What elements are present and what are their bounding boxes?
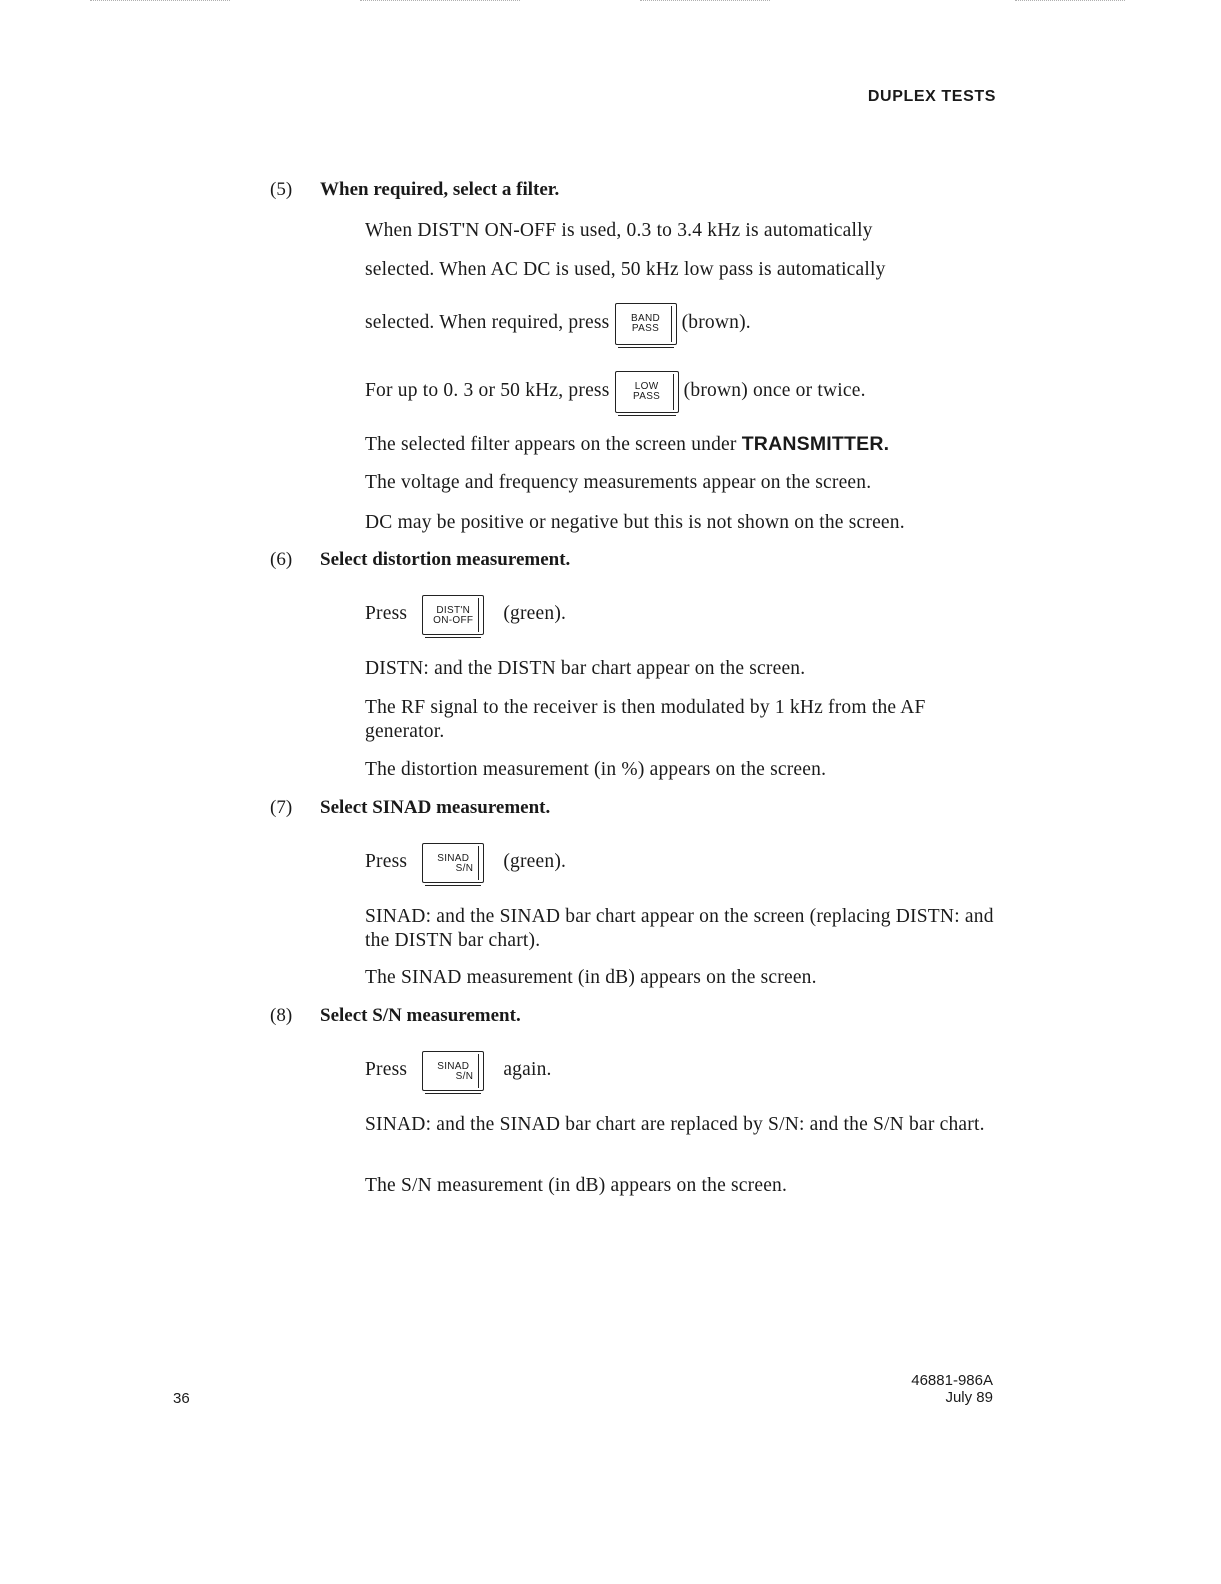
step-7-press-line: [365, 837, 995, 887]
step-8-text-2: The S/N measurement (in dB) appears on the screen.: [365, 1175, 788, 1196]
step-5-low-pass-text: For up to 0. 3 or 50 kHz, press: [365, 380, 610, 401]
step-6-title: Select distortion measurement.: [320, 549, 571, 570]
scan-artifact: [1015, 0, 1125, 5]
sinad-key-top-label: SINAD: [437, 852, 470, 864]
step-8-number: (8): [270, 1005, 293, 1026]
page-header: DUPLEX TESTS: [867, 88, 996, 105]
low-pass-key-bottom-label: PASS: [633, 390, 661, 402]
step-6-text-3: The distortion measurement (in %) appears on the screen.: [365, 759, 827, 780]
distn-key-bottom-label: ON-OFF: [433, 614, 474, 626]
step-5-filter-note-text: The selected filter appears on the screen under: [365, 434, 737, 455]
sinad-key-bottom-label: S/N: [455, 862, 474, 874]
step-8-press-line: [365, 1045, 995, 1095]
sinad-key-top-label: SINAD: [437, 1060, 470, 1072]
step-5-low-pass-text-end: (brown) once or twice.: [683, 380, 866, 401]
step-5-dc-note: DC may be positive or negative but this is not shown on the screen.: [365, 512, 905, 533]
band-pass-key-top-label: BAND: [631, 312, 660, 324]
step-6-text-2: The RF signal to the receiver is then modulated by 1 kHz from the AF generator.: [365, 697, 926, 742]
step-5-low-pass-line: [365, 366, 995, 416]
step-5-measurement-note: The voltage and frequency measurements appear on the screen.: [365, 472, 872, 493]
step-8-press-action: again.: [503, 1059, 552, 1080]
step-5-text-line3-end: (brown).: [681, 312, 751, 333]
page-number: 36: [173, 1390, 190, 1407]
step-6-press-color: (green).: [503, 603, 567, 624]
step-7-text-2: The SINAD measurement (in dB) appears on the screen.: [365, 967, 817, 988]
step-6-press-line: [365, 589, 995, 639]
sinad-sn-key[interactable]: [422, 843, 484, 883]
step-6-number: (6): [270, 549, 293, 570]
step-8-press-text: Press: [365, 1059, 408, 1080]
step-7-press-text: Press: [365, 851, 408, 872]
step-5-text-line3: selected. When required, press: [365, 312, 610, 333]
scan-artifact: [640, 0, 770, 5]
distn-on-off-key[interactable]: [422, 595, 484, 635]
step-6-text-1: DISTN: and the DISTN bar chart appear on the screen.: [365, 658, 806, 679]
step-8-title: Select S/N measurement.: [320, 1005, 521, 1026]
step-5-number: (5): [270, 179, 293, 200]
low-pass-key[interactable]: [615, 371, 679, 413]
scan-artifact: [90, 0, 230, 5]
distn-key-top-label: DIST'N: [436, 604, 471, 616]
band-pass-key[interactable]: [615, 303, 677, 345]
low-pass-key-top-label: LOW: [634, 380, 659, 392]
doc-number: 46881-986A: [911, 1372, 993, 1389]
step-5-title: When required, select a filter.: [320, 179, 560, 200]
step-7-number: (7): [270, 797, 293, 818]
footer-doc-info: [830, 1372, 993, 1406]
sinad-sn-key[interactable]: [422, 1051, 484, 1091]
step-5-band-pass-line: [365, 298, 995, 348]
step-8-text-1: SINAD: and the SINAD bar chart are replaced by S/N: and the S/N bar chart.: [365, 1114, 985, 1135]
transmitter-label: TRANSMITTER.: [741, 433, 890, 455]
doc-date: July 89: [945, 1389, 993, 1406]
step-5-filter-note: [365, 432, 995, 457]
step-5-text-line1: When DIST'N ON-OFF is used, 0.3 to 3.4 kHz is automatically: [365, 220, 873, 241]
step-6-press-text: Press: [365, 603, 408, 624]
step-7-title: Select SINAD measurement.: [320, 797, 551, 818]
step-7-text-1: SINAD: and the SINAD bar chart appear on the screen (replacing DISTN: and the DISTN bar chart).: [365, 906, 994, 951]
step-5-text-line2: selected. When AC DC is used, 50 kHz low pass is automatically: [365, 259, 886, 280]
sinad-key-bottom-label: S/N: [455, 1070, 474, 1082]
scan-artifact: [360, 0, 520, 5]
band-pass-key-bottom-label: PASS: [631, 322, 660, 334]
step-7-press-color: (green).: [503, 851, 567, 872]
